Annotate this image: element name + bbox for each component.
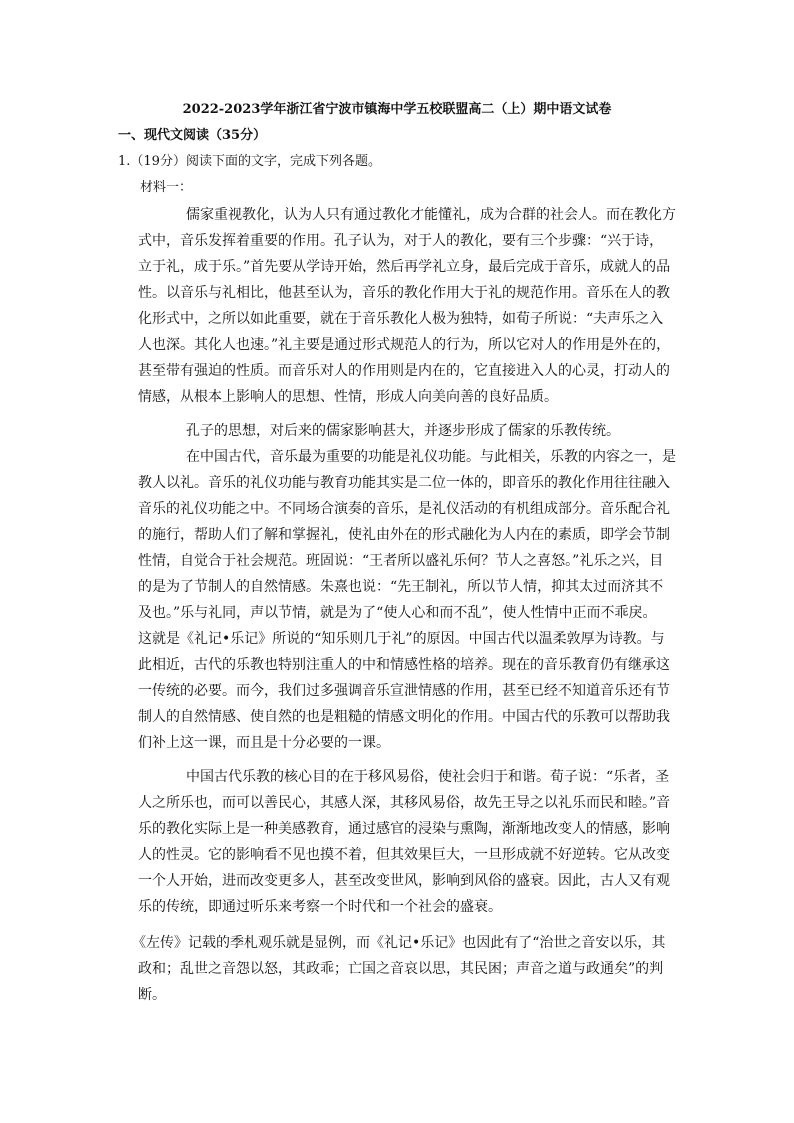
passage-line: 一个人开始，进而改变更多人，甚至改变世风，影响到风俗的盛衰。因此，古人又有观 xyxy=(138,873,670,889)
section-heading: 一、现代文阅读（35分） xyxy=(118,128,267,143)
passage-line: 乐的传统，即通过听乐来考察一个时代和一个社会的盛衰。 xyxy=(138,899,502,915)
passage-line: 性。以音乐与礼相比，他甚至认为，音乐的教化作用大于礼的规范作用。音乐在人的教 xyxy=(138,285,670,301)
passage-line: 们补上这一课，而且是十分必要的一课。 xyxy=(138,735,390,751)
passage-line: 的是为了节制人的自然情感。朱熹也说：“先王制礼，所以节人情，抑其太过而济其不 xyxy=(138,579,664,595)
passage-line: 这就是《礼记•乐记》所说的“知乐则几于礼”的原因。中国古代以温柔敦厚为诗教。与 xyxy=(138,631,665,647)
material-label: 材料一： xyxy=(140,180,193,195)
passage-line: 制人的自然情感、使自然的也是粗糙的情感文明化的作用。中国古代的乐教可以帮助我 xyxy=(138,709,670,725)
passage-line: 立于礼，成于乐。”首先要从学诗开始，然后再学礼立身，最后完成于音乐，成就人的品 xyxy=(138,259,671,275)
passage-line: 化形式中，之所以如此重要，就在于音乐教化人极为独特，如荀子所说：“夫声乐之入 xyxy=(138,311,664,327)
passage-line: 乐的教化实际上是一种美感教育，通过感官的浸染与熏陶，渐渐地改变人的情感，影响 xyxy=(138,821,670,837)
passage-line: 及也。”乐与礼同，声以节情，就是为了“使人心和而不乱”，使人性情中正而不乖戾。 xyxy=(138,605,657,621)
passage-line: 此相近，古代的乐教也特别注重人的中和情感性格的培养。现在的音乐教育仍有继承这 xyxy=(138,657,670,673)
passage-line: 人的性灵。它的影响看不见也摸不着，但其效果巨大，一旦形成就不好逆转。它从改变 xyxy=(138,847,670,863)
passage-line: 性情，自觉合于社会规范。班固说：“王者所以盛礼乐何？节人之喜怒。”礼乐之兴，目 xyxy=(138,553,664,569)
passage-line: 式中，音乐发挥着重要的作用。孔子认为，对于人的教化，要有三个步骤：“兴于诗， xyxy=(138,233,664,249)
question-prompt: 1.（19分）阅读下面的文字，完成下列各题。 xyxy=(118,154,381,169)
passage-line: 孔子的思想，对后来的儒家影响甚大，并逐步形成了儒家的乐教传统。 xyxy=(186,423,620,439)
passage-line: 在中国古代，音乐最为重要的功能是礼仪功能。与此相关，乐教的内容之一，是 xyxy=(186,449,676,465)
passage-line: 一传统的必要。而今，我们过多强调音乐宣泄情感的作用，甚至已经不知道音乐还有节 xyxy=(138,683,670,699)
passage-line: 《左传》记载的季札观乐就是显例，而《礼记•乐记》也因此有了“治世之音安以乐，其 xyxy=(132,935,666,951)
passage-line: 政和；乱世之音怨以怒，其政乖；亡国之音哀以思，其民困；声音之道与政通矣”的判 xyxy=(138,961,664,977)
passage-line: 儒家重视教化，认为人只有通过教化才能懂礼，成为合群的社会人。而在教化方 xyxy=(186,207,676,223)
document-title: 2022-2023学年浙江省宁波市镇海中学五校联盟高二（上）期中语文试卷 xyxy=(182,102,612,117)
passage-line: 情感，从根本上影响人的思想、性情，形成人向美向善的良好品质。 xyxy=(138,389,558,405)
passage-line: 人也深。其化人也速。”礼主要是通过形式规范人的行为，所以它对人的作用是外在的， xyxy=(138,337,671,353)
passage-line: 中国古代乐教的核心目的在于移风易俗，使社会归于和谐。荀子说：“乐者，圣 xyxy=(186,769,670,785)
passage-line: 人之所乐也，而可以善民心，其感人深，其移风易俗，故先王导之以礼乐而民和睦。”音 xyxy=(138,795,671,811)
passage-line: 的施行，帮助人们了解和掌握礼，使礼由外在的形式融化为人内在的素质，即学会节制 xyxy=(138,527,670,543)
passage-line: 教人以礼。音乐的礼仪功能与教育功能其实是二位一体的，即音乐的教化作用往往融入 xyxy=(138,475,670,491)
passage-line: 断。 xyxy=(138,987,166,1003)
passage-line: 甚至带有强迫的性质。而音乐对人的作用则是内在的，它直接进入人的心灵，打动人的 xyxy=(138,363,670,379)
passage-line: 音乐的礼仪功能之中。不同场合演奏的音乐，是礼仪活动的有机组成部分。音乐配合礼 xyxy=(138,501,670,517)
